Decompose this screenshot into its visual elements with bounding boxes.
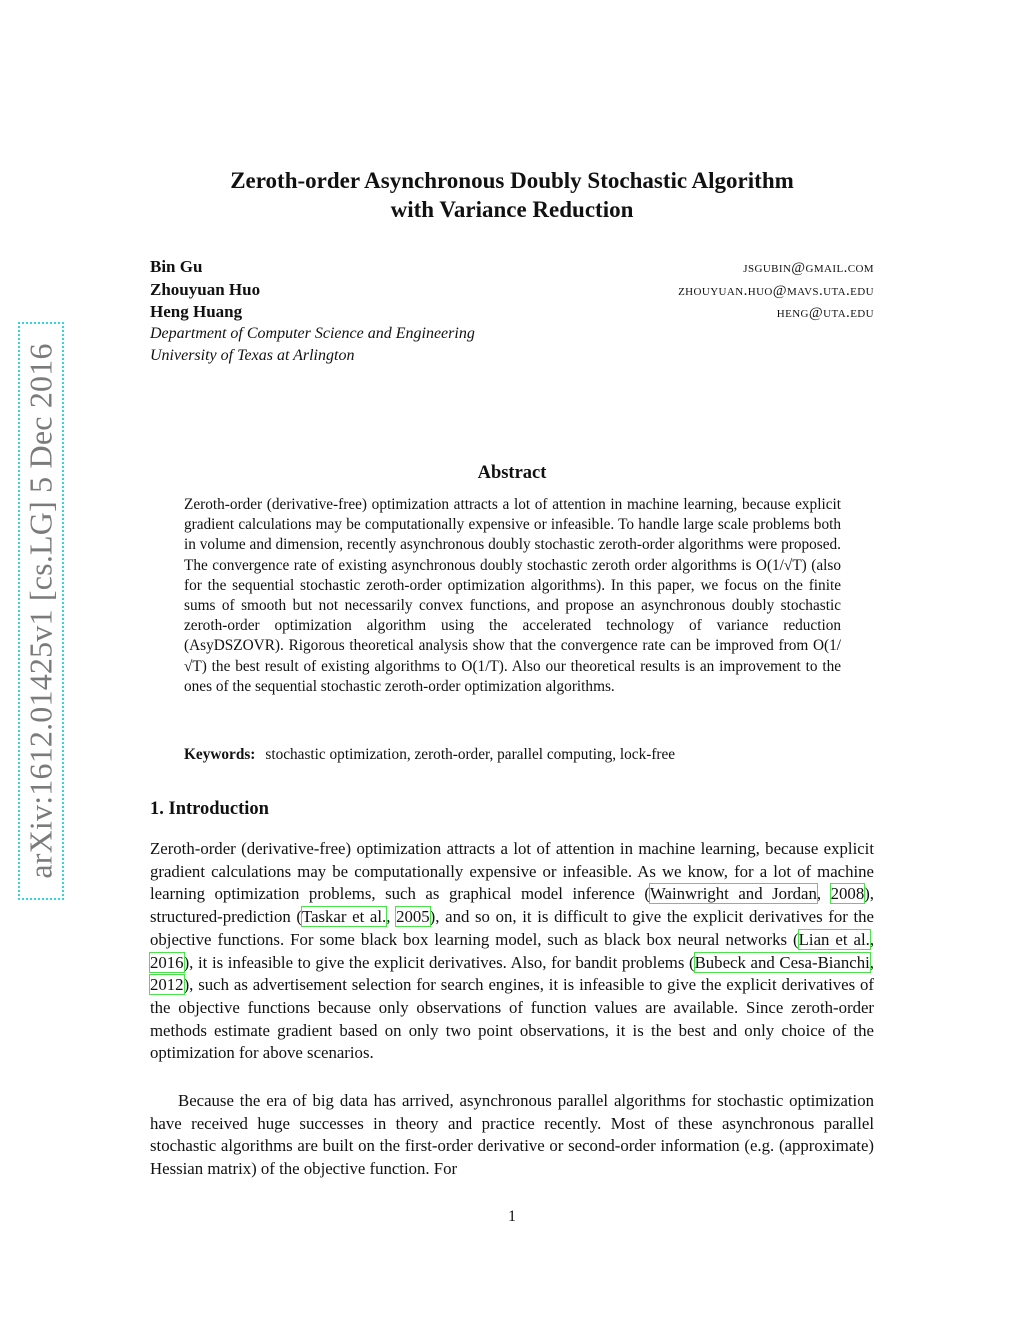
page-number: 1 (508, 1208, 516, 1225)
affiliation-university: University of Texas at Arlington (150, 347, 355, 364)
author-name: Heng Huang (150, 302, 243, 321)
author-name: Zhouyuan Huo (150, 279, 261, 299)
abstract-text: . Also our theoretical results is an improvement to the ones of the sequential stochastic zeroth-order optimization algorithms. (184, 657, 842, 695)
paragraph-text: , (869, 929, 875, 949)
section-heading-introduction: 1. Introduction (150, 799, 269, 819)
author-block (150, 257, 874, 370)
keywords (184, 746, 841, 764)
arxiv-stamp-text: arXiv:1612.01425v1 [cs.LG] 5 Dec 2016 (22, 343, 59, 879)
citation-link[interactable]: Lian et al. (798, 929, 870, 949)
author-email: jsgubin@gmail.com (743, 260, 874, 276)
affiliation-department: Department of Computer Science and Engineering (150, 324, 475, 342)
author-email: heng@uta.edu (776, 305, 874, 321)
paragraph-text: ), and so on, it is difficult to give the explicit derivatives for the objective functions. For some black box learning model, such as black box neural networks ( (150, 907, 875, 949)
citation-link[interactable]: Taskar et al. (301, 907, 387, 927)
author-row (150, 280, 874, 303)
arxiv-stamp (18, 322, 64, 900)
citation-link[interactable]: 2016 (150, 952, 184, 972)
paragraph-text: Zeroth-order (derivative-free) optimization attracts a lot of attention in machine learning, because explicit gradient calculations may be computationally expensive or infeasible. As we know, for a lot of machine learning optimization problems, such as graphical model inference ( (150, 839, 874, 904)
paragraph-text: , (386, 907, 397, 927)
math-expression: O(1/√T) (755, 556, 807, 574)
title-line-1: Zeroth-order Asynchronous Doubly Stochastic Algorithm (230, 168, 794, 193)
paragraph-text: , (869, 952, 874, 972)
intro-paragraph-2: Because the era of big data has arrived, asynchronous parallel algorithms for stochastic optimization have received huge successes in theory and practice recently. Most of these asynchronous parallel stochastic algorithms are built on the first-order derivative or second-order information (e.g. (approximate) Hessian matrix) of the objective function. For (150, 1091, 874, 1179)
citation-link[interactable]: 2005 (396, 907, 430, 927)
paragraph-text: ), structured-prediction ( (150, 884, 874, 927)
abstract-body (184, 495, 841, 697)
math-expression: O(1/√T) (184, 637, 841, 675)
author-row (150, 302, 874, 325)
abstract-text: (also for the sequential stochastic zeroth-order optimization algorithms). In this paper, we focus on the finite sums of smooth but not necessarily convex functions, and propose an asynchronous doubly stochastic zeroth-order optimization algorithm using the accelerated technology of variance reduction (AsyDSZOVR). Rigorous theoretical analysis show that the convergence rate can be improved from (184, 556, 841, 655)
citation-link[interactable]: 2012 (150, 975, 184, 995)
paper-title (150, 166, 874, 224)
paragraph-text: ), such as advertisement selection for search engines, it is infeasible to give the explicit derivatives of the objective functions because only observations of function values are available. Since zeroth-order methods estimate gradient based on only two point observations, it is the best and only choice of the optimization for above scenarios. (150, 975, 874, 1063)
title-line-2: with Variance Reduction (390, 197, 634, 222)
author-name: Bin Gu (150, 257, 203, 276)
paragraph-text: , (816, 884, 831, 904)
citation-link[interactable]: Wainwright and Jordan (650, 884, 817, 904)
keywords-text: stochastic optimization, zeroth-order, parallel computing, lock-free (265, 746, 676, 763)
paragraph-text: ), it is infeasible to give the explicit derivatives. Also, for bandit problems ( (183, 952, 695, 972)
intro-paragraph-1 (150, 838, 874, 1065)
abstract-text: Zeroth-order (derivative-free) optimization attracts a lot of attention in machine learning, because explicit gradient calculations may be computationally expensive or infeasible. To handle large scale problems both in volume and dimension, recently asynchronous doubly stochastic zeroth-order algorithms were proposed. The convergence rate of existing asynchronous doubly stochastic zeroth order algorithms is (184, 496, 841, 574)
abstract-heading: Abstract (477, 463, 547, 483)
math-expression: O(1/T) (461, 657, 504, 675)
citation-link[interactable]: Bubeck and Cesa-Bianchi (694, 952, 870, 972)
author-email: zhouyuan.huo@mavs.uta.edu (678, 282, 874, 299)
author-row (150, 257, 874, 280)
keywords-label: Keywords: (184, 746, 256, 763)
abstract-text: the best result of existing algorithms to (206, 657, 462, 675)
citation-link[interactable]: 2008 (830, 884, 865, 904)
